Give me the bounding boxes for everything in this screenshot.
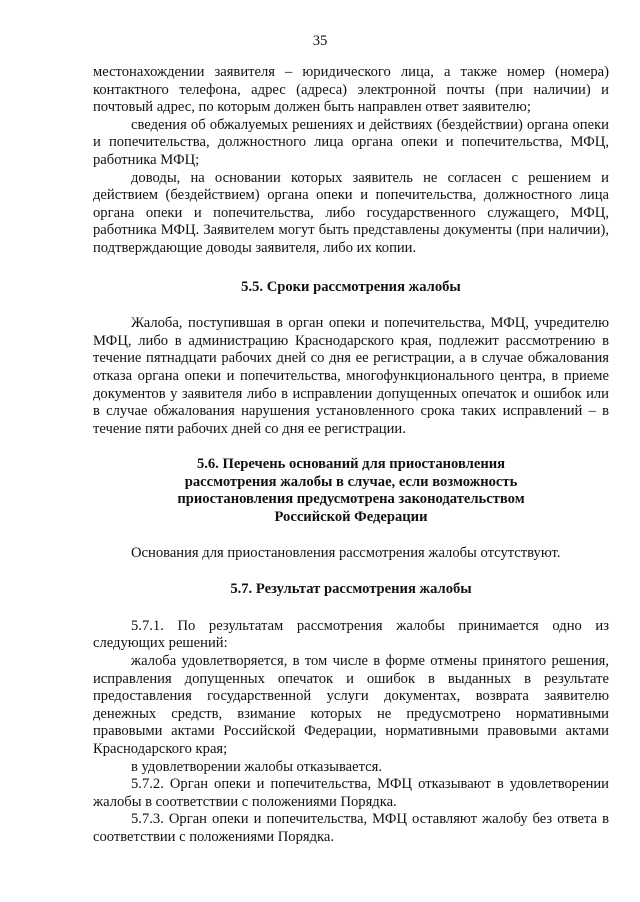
paragraph: 5.7.1. По результатам рассмотрения жалобы принимается одно из следующих решений:: [93, 617, 609, 652]
paragraph: местонахождении заявителя – юридического лица, а также номер (номера) контактного телефона, адрес (адреса) электронной почты (при наличии) и почтовый адрес, по которым должен быть направлен ответ заявителю;: [93, 64, 609, 116]
paragraph: Жалоба, поступившая в орган опеки и попечительства, МФЦ, учредителю МФЦ, либо в администрацию Краснодарского края, подлежит рассмотрению в течение пятнадцати рабочих дней со дня ее регистрации, а в случае обжалования отказа органа опеки и попечительства, многофункционального центра, в приеме документов у заявителя либо в исправлении допущенных опечаток и ошибок или в случае обжалования нарушения установленного срока таких исправлений – в течение пяти рабочих дней со дня ее регистрации.: [93, 315, 609, 437]
paragraph: доводы, на основании которых заявитель не согласен с решением и действием (бездействием) органа опеки и попечительства, должностного лица органа опеки и попечительства, либо государственного служащего, МФЦ, работника МФЦ. Заявителем могут быть представлены документы (при наличии), подтверждающие доводы заявителя, либо их копии.: [93, 169, 609, 256]
section-heading-5-6: [93, 456, 609, 526]
section-heading-line: рассмотрения жалобы в случае, если возможность: [184, 473, 518, 490]
section-heading-line: 5.6. Перечень оснований для приостановления: [196, 456, 506, 473]
section-heading-line: Российской Федерации: [274, 509, 428, 526]
paragraph: 5.7.3. Орган опеки и попечительства, МФЦ оставляют жалобу без ответа в соответствии с положениями Порядка.: [93, 811, 609, 845]
paragraph: сведения об обжалуемых решениях и действиях (бездействии) органа опеки и попечительства, должностного лица органа опеки и попечительства, МФЦ, работника МФЦ;: [93, 116, 609, 168]
paragraph: 5.7.2. Орган опеки и попечительства, МФЦ отказывают в удовлетворении жалобы в соответствии с положениями Порядка.: [93, 776, 609, 810]
paragraph: жалоба удовлетворяется, в том числе в форме отмены принятого решения, исправления допущенных опечаток и ошибок в выданных в результате предоставления государственной услуги документах, возврата заявителю денежных средств, взимание которых не предусмотрено нормативными правовыми актами Российской Федерации, нормативными правовыми актами Краснодарского края;: [93, 653, 609, 757]
page-number: 35: [312, 33, 328, 49]
section-heading-line: приостановления предусмотрена законодательством: [177, 491, 525, 508]
paragraph: Основания для приостановления рассмотрения жалобы отсутствуют.: [131, 544, 561, 561]
paragraph: в удовлетворении жалобы отказывается.: [131, 758, 383, 775]
section-heading-5-7: 5.7. Результат рассмотрения жалобы: [230, 581, 472, 598]
page-content: [93, 64, 609, 847]
section-heading-5-5: 5.5. Сроки рассмотрения жалобы: [241, 278, 461, 295]
